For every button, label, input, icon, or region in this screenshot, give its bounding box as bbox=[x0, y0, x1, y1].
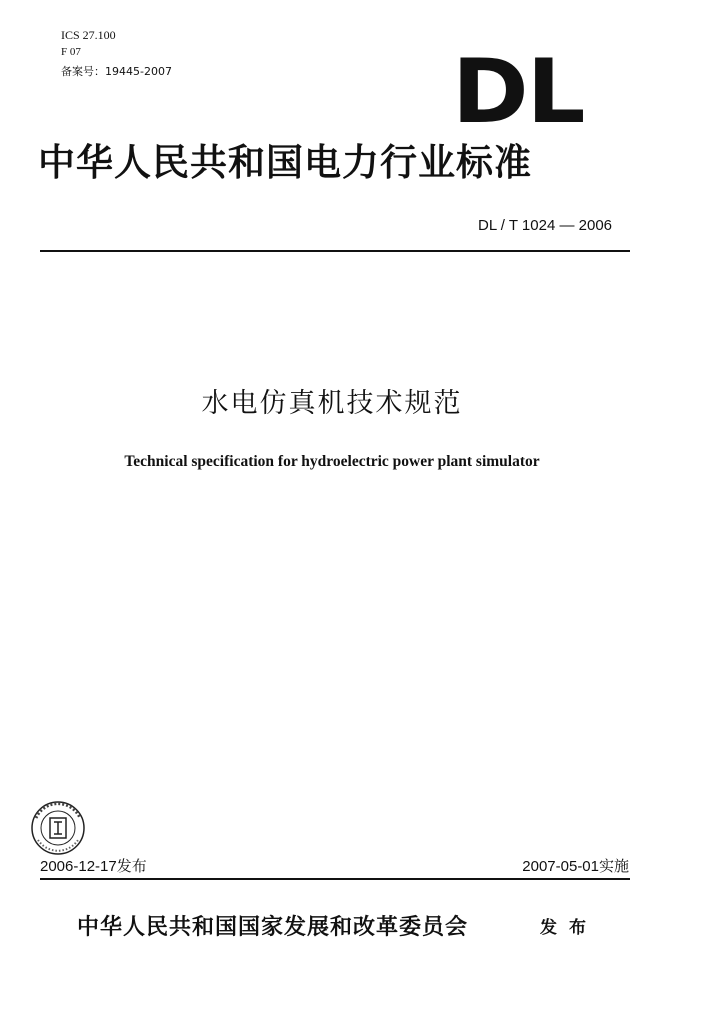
bottom-divider bbox=[40, 878, 630, 880]
publisher-seal-icon bbox=[30, 800, 86, 856]
classification-code: F 07 bbox=[61, 46, 81, 58]
standard-code: DL / T 1024 — 2006 bbox=[478, 217, 612, 234]
issue-date: 2006-12-17发布 bbox=[40, 858, 147, 875]
issuing-authority: 中华人民共和国国家发展和改革委员会 bbox=[77, 914, 469, 940]
implementation-date: 2007-05-01实施 bbox=[522, 858, 629, 875]
top-divider bbox=[40, 250, 630, 252]
publish-label: 发布 bbox=[540, 918, 598, 938]
dl-logo: DL bbox=[452, 40, 584, 143]
document-title-chinese: 水电仿真机技术规范 bbox=[201, 388, 463, 419]
document-title-english: Technical specification for hydroelectric power plant simulator bbox=[124, 453, 540, 470]
ics-number: ICS 27.100 bbox=[61, 28, 116, 42]
standard-category-title: 中华人民共和国电力行业标准 bbox=[38, 140, 532, 184]
record-number: 备案号：19445-2007 bbox=[61, 65, 172, 78]
